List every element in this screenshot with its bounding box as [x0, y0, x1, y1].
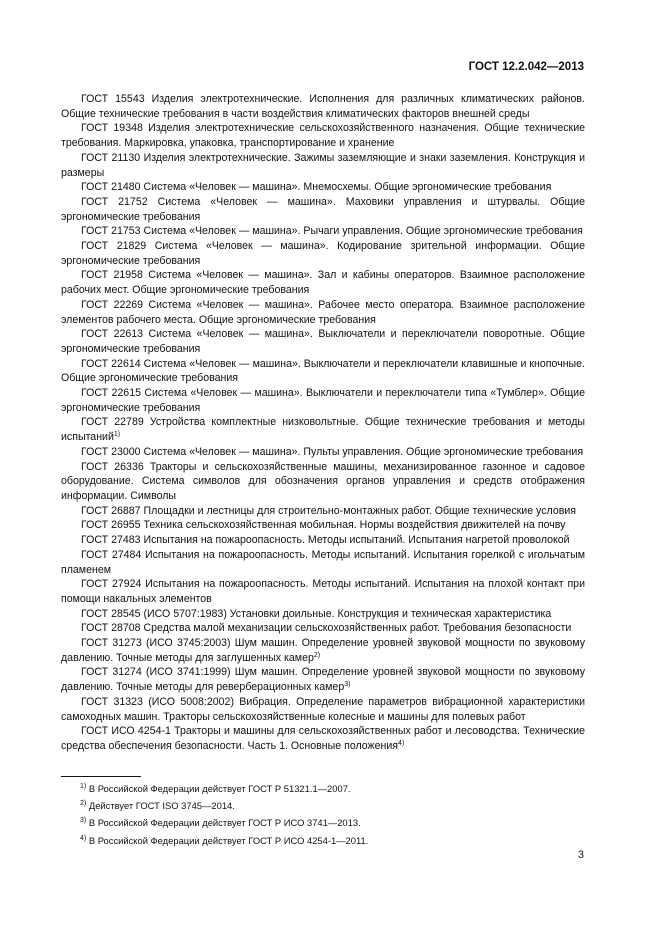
- footnote-ref-1: 1): [113, 431, 121, 439]
- reference-entry-11: ГОСТ 22614 Система «Человек — машина». Выключатели и переключатели клавишные и кнопочные. Общие эргономические требования: [61, 357, 585, 385]
- footnote-2: $^{2)}$ Действует ГОСТ ISO 3745—2014.: [80, 800, 235, 812]
- reference-entry-6: ГОСТ 21753 Система «Человек — машина». Рычаги управления. Общие эргономические требования: [81, 225, 583, 238]
- footnotes: [80, 783, 580, 852]
- footnote-ref-3: 3): [344, 681, 351, 689]
- reference-entry-8: ГОСТ 21958 Система «Человек — машина». Зал и кабины операторов. Взаимное расположение рабочих мест. Общие эргономические требования: [61, 269, 585, 297]
- reference-entry-20: ГОСТ 27924 Испытания на пожароопасность. Методы испытаний. Испытания на плохой контакт при помощи накальных элементов: [61, 578, 585, 605]
- reference-entry-17: ГОСТ 26955 Техника сельскохозяйственная мобильная. Нормы воздействия движителей на почву: [81, 519, 566, 532]
- reference-entry-21: ГОСТ 28545 (ИСО 5707:1983) Установки доильные. Конструкция и техническая характеристика: [81, 607, 552, 620]
- footnote-1: $^{1)}$ В Российской Федерации действует ГОСТ Р 51321.1—2007.: [80, 783, 351, 794]
- footnote-ref-4: 4): [398, 739, 405, 747]
- reference-entry-24: ГОСТ 31274 (ИСО 3741:1999) Шум машин. Определение уровней звуковой мощности по звуковому давлению. Точные методы для реверберационных камер$^{3)}$: [61, 666, 585, 694]
- reference-entry-3: ГОСТ 21130 Изделия электротехнические. Зажимы заземляющие и знаки заземления. Конструкция и размеры: [61, 151, 585, 179]
- document-code-header: ГОСТ 12.2.042—2013: [468, 61, 584, 73]
- footnote-mark: 4): [80, 834, 87, 842]
- reference-entry-13: ГОСТ 22789 Устройства комплектные низковольтные. Общие технические требования и методы испытаний$^{1)}$: [61, 416, 585, 444]
- reference-entry-10: ГОСТ 22613 Система «Человек — машина». Выключатели и переключатели поворотные. Общие эргономические требования: [61, 328, 585, 355]
- reference-entry-14: ГОСТ 23000 Система «Человек — машина». Пульты управления. Общие эргономические требования: [81, 445, 584, 458]
- reference-entry-19: ГОСТ 27484 Испытания на пожароопасность. Методы испытаний. Испытания горелкой с игольчатым пламенем: [61, 548, 585, 576]
- reference-entry-23: ГОСТ 31273 (ИСО 3745:2003) Шум машин. Определение уровней звуковой мощности по звуковому давлению. Точные методы для заглушенных камер$^{2)}$: [61, 637, 585, 664]
- reference-entry-1: ГОСТ 15543 Изделия электротехнические. Исполнения для различных климатических районов. Общие технические требования в части воздействия климатических факторов внешней среды: [61, 93, 585, 120]
- reference-entry-18: ГОСТ 27483 Испытания на пожароопасность. Методы испытаний. Испытания нагретой проволокой: [81, 534, 570, 547]
- footnote-mark: 1): [80, 783, 87, 790]
- reference-entry-15: ГОСТ 26336 Тракторы и сельскохозяйственные машины, механизированное газонное и садовое оборудование. Система символов для обозначения органов управления и средств отображения информации. Символы: [61, 460, 585, 502]
- reference-entry-12: ГОСТ 22615 Система «Человек — машина». Выключатели и переключатели типа «Тумблер». Общие эргономические требования: [61, 387, 585, 414]
- reference-entry-5: ГОСТ 21752 Система «Человек — машина». Маховики управления и штурвалы. Общие эргономические требования: [61, 195, 585, 223]
- reference-entry-16: ГОСТ 26887 Площадки и лестницы для строительно-монтажных работ. Общие технические условия: [81, 504, 576, 517]
- reference-entry-9: ГОСТ 22269 Система «Человек — машина». Рабочее место оператора. Взаимное расположение элементов рабочего места. Общие эргономические требования: [61, 298, 585, 326]
- reference-entry-2: ГОСТ 19348 Изделия электротехнические сельскохозяйственного назначения. Общие технические требования. Маркировка, упаковка, транспортирование и хранение: [61, 122, 585, 150]
- footnote-mark: 2): [80, 800, 87, 808]
- reference-entry-22: ГОСТ 28708 Средства малой механизации сельскохозяйственных работ. Требования безопасности: [81, 622, 572, 635]
- reference-entry-25: ГОСТ 31323 (ИСО 5008:2002) Вибрация. Определение параметров вибрационной характеристики самоходных машин. Тракторы сельскохозяйственные колесные и машины для полевых работ: [61, 695, 585, 723]
- footnote-divider: [61, 776, 141, 777]
- footnote-mark: 3): [80, 817, 87, 825]
- reference-entry-7: ГОСТ 21829 Система «Человек — машина». Кодирование зрительной информации. Общие эргономические требования: [61, 240, 585, 267]
- footnote-ref-2: 2): [313, 651, 321, 659]
- reference-entry-4: ГОСТ 21480 Система «Человек — машина». Мнемосхемы. Общие эргономические требования: [81, 181, 552, 194]
- footnote-3: $^{3)}$ В Российской Федерации действует ГОСТ Р ИСО 3741—2013.: [80, 817, 361, 829]
- page-number: 3: [577, 849, 584, 861]
- reference-entry-26: ГОСТ ИСО 4254-1 Тракторы и машины для сельскохозяйственных работ и лесоводства. Технические средства обеспечения безопасности. Часть 1. Основные положения$^{4)}$: [61, 725, 585, 752]
- normative-references-list: [61, 92, 585, 754]
- footnote-4: $^{4)}$ В Российской Федерации действует ГОСТ Р ИСО 4254-1—2011.: [80, 834, 369, 846]
